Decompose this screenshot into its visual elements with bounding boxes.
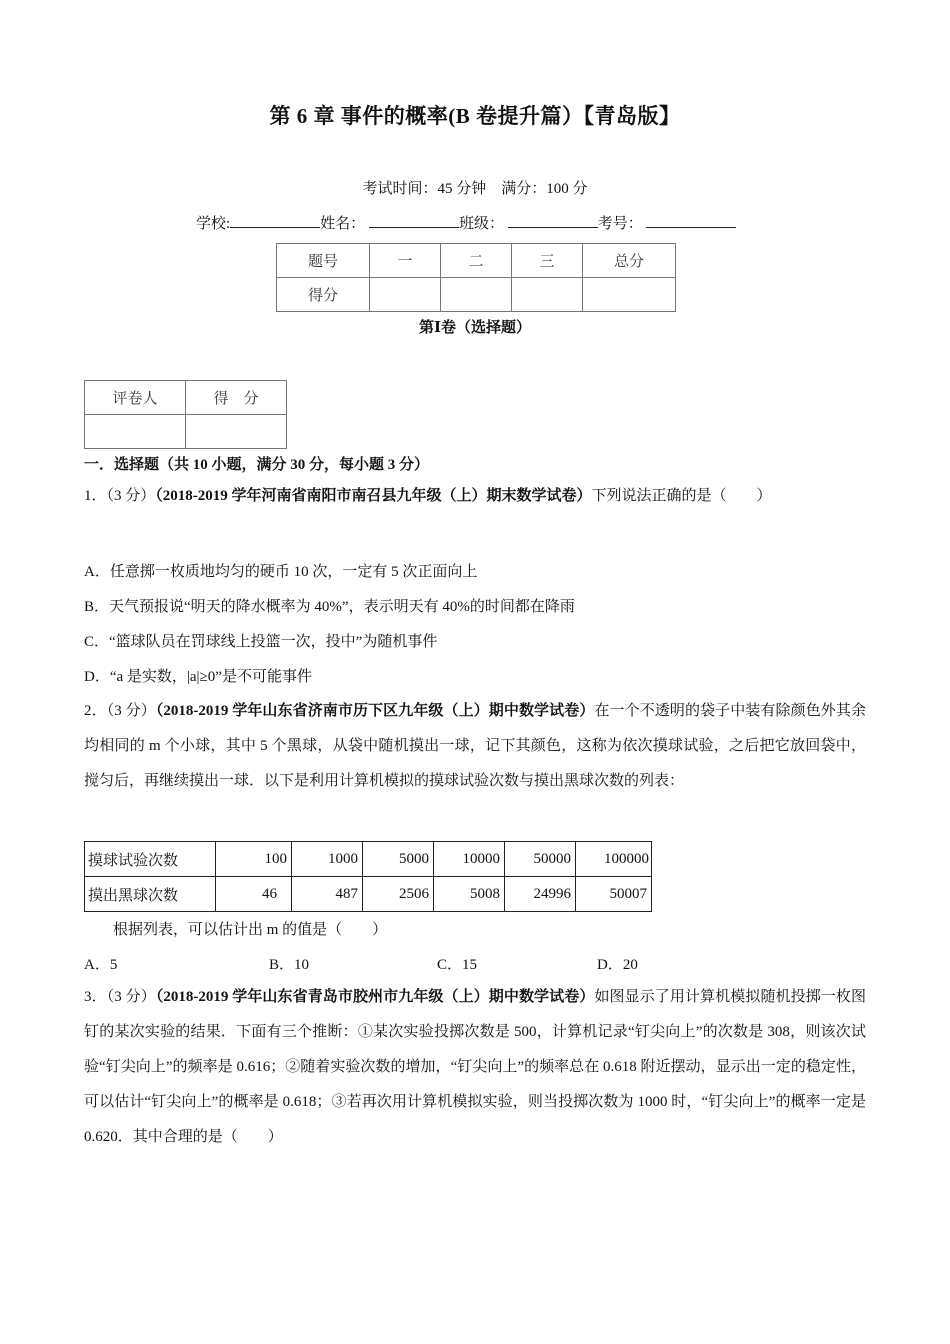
table-row	[85, 842, 652, 877]
score-cell[interactable]	[370, 278, 441, 312]
class-label: 班级：	[458, 216, 504, 232]
question-source: （2018-2019 学年山东省济南市历下区九年级（上）期中数学试卷）	[155, 703, 595, 719]
score-table-header-row	[277, 244, 676, 278]
section-heading: 一．选择题（共 10 小题，满分 30 分，每小题 3 分）	[84, 457, 430, 473]
score-header-cell: 一	[370, 244, 441, 278]
table-cell: 5008	[434, 877, 505, 912]
exam-info	[0, 177, 950, 198]
option-c[interactable]: C．15	[437, 957, 478, 973]
grader-header-row	[85, 381, 287, 415]
score-cell[interactable]	[583, 278, 676, 312]
row-label: 摸出黑球次数	[85, 877, 216, 912]
table-cell: 487	[292, 877, 363, 912]
grader-cell[interactable]	[85, 415, 186, 449]
grader-header-cell: 得 分	[186, 381, 287, 415]
class-blank[interactable]	[508, 212, 598, 228]
option-b[interactable]: B．天气预报说“明天的降水概率为 40%”，表示明天有 40%的时间都在降雨	[84, 599, 575, 615]
table-row	[85, 877, 652, 912]
exam-time: 考试时间：45 分钟	[362, 181, 487, 197]
score-header-cell: 三	[512, 244, 583, 278]
document-title: 第 6 章 事件的概率(B 卷提升篇）【青岛版】	[269, 104, 681, 128]
school-blank[interactable]	[230, 212, 320, 228]
question-1	[84, 479, 866, 514]
table-cell: 1000	[292, 842, 363, 877]
exam-no-blank[interactable]	[646, 212, 736, 228]
table-cell: 24996	[505, 877, 576, 912]
table-cell: 100000	[576, 842, 652, 877]
option-c[interactable]: C．“篮球队员在罚球线上投篮一次，投中”为随机事件	[84, 634, 438, 650]
volume-title: 第Ⅰ卷（选择题）	[418, 320, 532, 336]
score-cell[interactable]	[441, 278, 512, 312]
score-row-label: 得分	[277, 278, 370, 312]
school-label: 学校:	[196, 216, 231, 232]
grader-table	[84, 380, 287, 449]
question-number: 2．	[84, 703, 107, 719]
option-d[interactable]: D．20	[597, 957, 638, 973]
option-d[interactable]: D．“a 是实数，|a|≥0”是不可能事件	[84, 669, 312, 685]
exam-full-score: 满分：100 分	[501, 181, 588, 197]
option-a[interactable]: A．任意掷一枚质地均匀的硬币 10 次，一定有 5 次正面向上	[84, 564, 478, 580]
question-stem: 下列说法正确的是（ ）	[591, 488, 772, 504]
score-header-cell: 总分	[583, 244, 676, 278]
grader-score-cell[interactable]	[186, 415, 287, 449]
question-points: （3 分）	[106, 703, 156, 719]
table-cell: 100	[216, 842, 292, 877]
trial-data-table	[84, 841, 652, 912]
question-number: 3．	[84, 989, 107, 1005]
table-cell: 50007	[576, 877, 652, 912]
grader-header-cell: 评卷人	[85, 381, 186, 415]
option-a[interactable]: A．5	[84, 957, 118, 973]
table-cell: 50000	[505, 842, 576, 877]
question-points: （3 分）	[106, 488, 156, 504]
question-3	[84, 980, 866, 1155]
question-number: 1．	[84, 488, 107, 504]
score-header-cell: 二	[441, 244, 512, 278]
student-info-line	[196, 212, 736, 233]
table-cell: 10000	[434, 842, 505, 877]
name-blank[interactable]	[369, 212, 459, 228]
table-cell: 2506	[363, 877, 434, 912]
name-label: 姓名：	[320, 216, 366, 232]
table-cell: 5000	[363, 842, 434, 877]
option-b[interactable]: B．10	[269, 957, 310, 973]
question-2-options	[84, 953, 638, 974]
score-header-cell: 题号	[277, 244, 370, 278]
question-source: （2018-2019 学年山东省青岛市胶州市九年级（上）期中数学试卷）	[155, 989, 595, 1005]
question-source: （2018-2019 学年河南省南阳市南召县九年级（上）期末数学试卷）	[155, 488, 592, 504]
score-table	[276, 243, 676, 312]
table-cell: 46	[216, 877, 292, 912]
question-stem: 如图显示了用计算机模拟随机投掷一枚图钉的某次实验的结果．下面有三个推断：①某次实验投掷次数是 500，计算机记录“钉尖向上”的次数是 308，则该次试验“钉尖向上”的频率是 0.616；②随着实验次数的增加，“钉尖向上”的频率总在 0.618 附近摆动，显示出一定的稳定性，可以估计“钉尖向上”的概率是 0.618；③若再次用计算机模拟实验，则当投掷次数为 1000 时，“钉尖向上”的概率一定是 0.620．其中合理的是（ ）	[84, 989, 866, 1145]
row-label: 摸球试验次数	[85, 842, 216, 877]
grader-value-row	[85, 415, 287, 449]
question-points: （3 分）	[106, 989, 156, 1005]
question-2	[84, 694, 866, 799]
score-table-score-row	[277, 278, 676, 312]
exam-no-label: 考号：	[597, 216, 643, 232]
question-2-followup: 根据列表，可以估计出 m 的值是（ ）	[113, 922, 388, 938]
score-cell[interactable]	[512, 278, 583, 312]
question-stem: 在一个不透明的袋子中装有除颜色外其余均相同的 m 个小球，其中 5 个黑球，从袋中随机摸出一球，记下其颜色，这称为依次摸球试验，之后把它放回袋中，搅匀后，再继续摸出一球．以下是利用计算机模拟的摸球试验次数与摸出黑球次数的列表：	[84, 703, 866, 789]
